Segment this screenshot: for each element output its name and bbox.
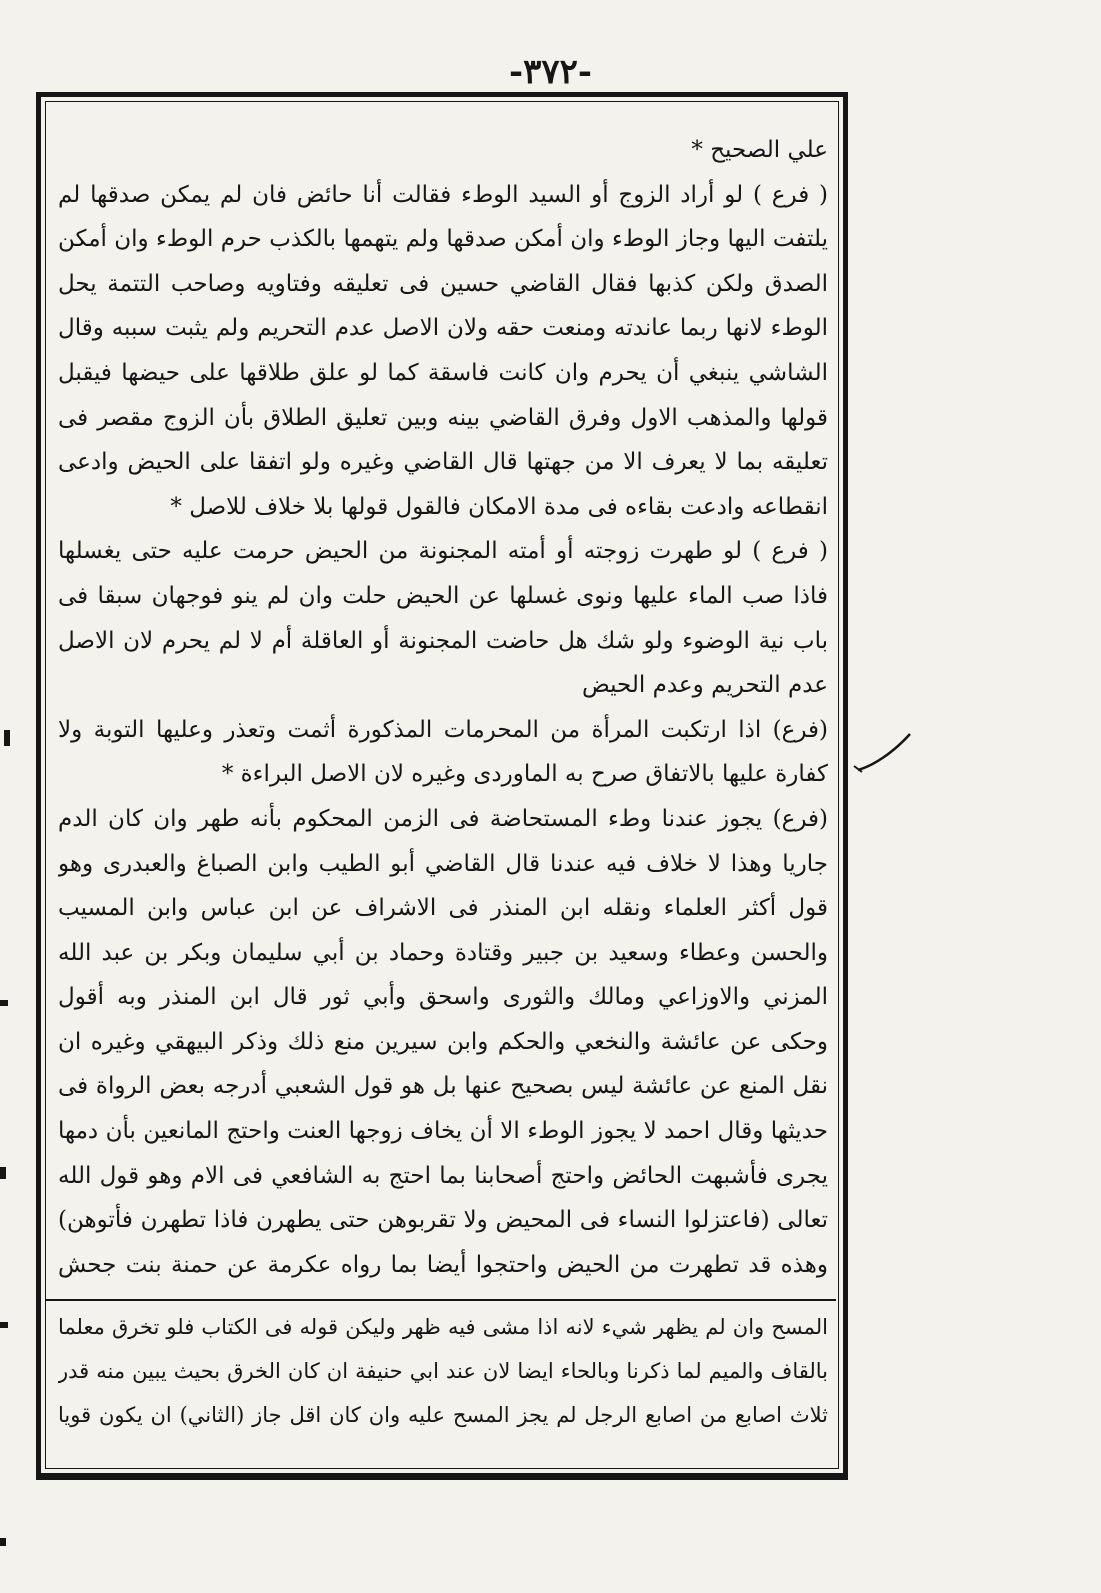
text-paragraph: علي الصحيح * xyxy=(691,137,828,163)
page-number: -٣٧٢- xyxy=(508,52,593,92)
text-paragraph: ( فرع ) لو أراد الزوج أو السيد الوطء فقالت أنا حائض فان لم يمكن صدقها لم يلتفت اليها وجاز الوطء وان أمكن صدقها ولم يتهمها بالكذب حرم الوطء وان أمكن الصدق ولكن كذبها فقال القاضي حسين فى تعليقه وفتاويه وصاحب التتمة يحل الوطء لانها ربما عاندته ومنعت حقه ولان الاصل عدم التحريم ولم يثبت سببه وقال الشاشي ينبغي أن يحرم وان كانت فاسقة كما لو علق طلاقها على حيضها فيقبل قولها والمذهب الاول وفرق القاضي بينه وبين تعليق الطلاق بأن الزوج مقصر فى تعليقه بما لا يعرف الا من جهتها قال القاضي وغيره ولو اتفقا على الحيض وادعى انقطاعه وادعت بقاءه فى مدة الامكان فالقول قولها بلا خلاف للاصل * xyxy=(58,181,828,520)
scan-mark xyxy=(4,730,10,746)
footnote-divider xyxy=(46,1299,836,1301)
margin-check-mark xyxy=(852,730,914,774)
scan-mark xyxy=(0,1322,8,1328)
scan-mark xyxy=(0,1167,6,1179)
scan-mark xyxy=(0,1000,8,1006)
footnote-paragraph: المسح وان لم يظهر شيء لانه اذا مشى فيه ظهر وليكن قوله فى الكتاب فلو تخرق معلما بالقاف والميم لما ذكرنا وبالحاء ايضا لان عند ابي حنيفة ان كان الخرق بحيث يبين منه قدر ثلاث اصابع من اصابع الرجل لم يجز المسح عليه وان كان اقل جاز (الثاني) ان يكون قويا xyxy=(58,1315,828,1427)
scan-mark xyxy=(0,1538,6,1546)
main-text-block xyxy=(58,128,828,1291)
text-paragraph: ( فرع ) لو طهرت زوجته أو أمته المجنونة من الحيض حرمت عليه حتى يغسلها فاذا صب الماء عليها ونوى غسلها عن الحيض حلت وان لم ينو فوجهان سبقا فى باب نية الوضوء ولو شك هل حاضت المجنونة أو العاقلة أم لا لم يحرم لان الاصل عدم التحريم وعدم الحيض xyxy=(58,538,828,699)
footnotes-block xyxy=(58,1305,828,1445)
text-paragraph: (فرع) يجوز عندنا وطء المستحاضة فى الزمن المحكوم بأنه طهر وان كان الدم جاريا وهذا لا خلاف فيه عندنا قال القاضي أبو الطيب وابن الصباغ والعبدرى وهو قول أكثر العلماء ونقله ابن المنذر فى الاشراف عن ابن عباس وابن المسيب والحسن وعطاء وسعيد بن جبير وقتادة وحماد بن أبي سليمان وبكر بن عبد الله المزني والاوزاعي ومالك والثورى واسحق وأبي ثور قال ابن المنذر وبه أقول وحكى عن عائشة والنخعي والحكم وابن سيرين منع ذلك وذكر البيهقي وغيره ان نقل المنع عن عائشة ليس بصحيح عنها بل هو قول الشعبي أدرجه بعض الرواة فى حديثها وقال احمد لا يجوز الوطء الا أن يخاف زوجها العنت واحتج المانعين بأن دمها يجرى فأشبهت الحائض واحتج أصحابنا بما احتج به الشافعي فى الام وهو قول الله تعالى (فاعتزلوا النساء فى المحيض ولا تقربوهن حتى يطهرن فاذا تطهرن فأتوهن) وهذه قد تطهرت من الحيض واحتجوا أيضا بما رواه عكرمة عن حمنة بنت جحش xyxy=(58,805,828,1278)
text-paragraph: (فرع) اذا ارتكبت المرأة من المحرمات المذكورة أثمت وتعذر وعليها التوبة ولا كفارة عليها بالاتفاق صرح به الماوردى وغيره لان الاصل البراءة * xyxy=(58,716,828,788)
